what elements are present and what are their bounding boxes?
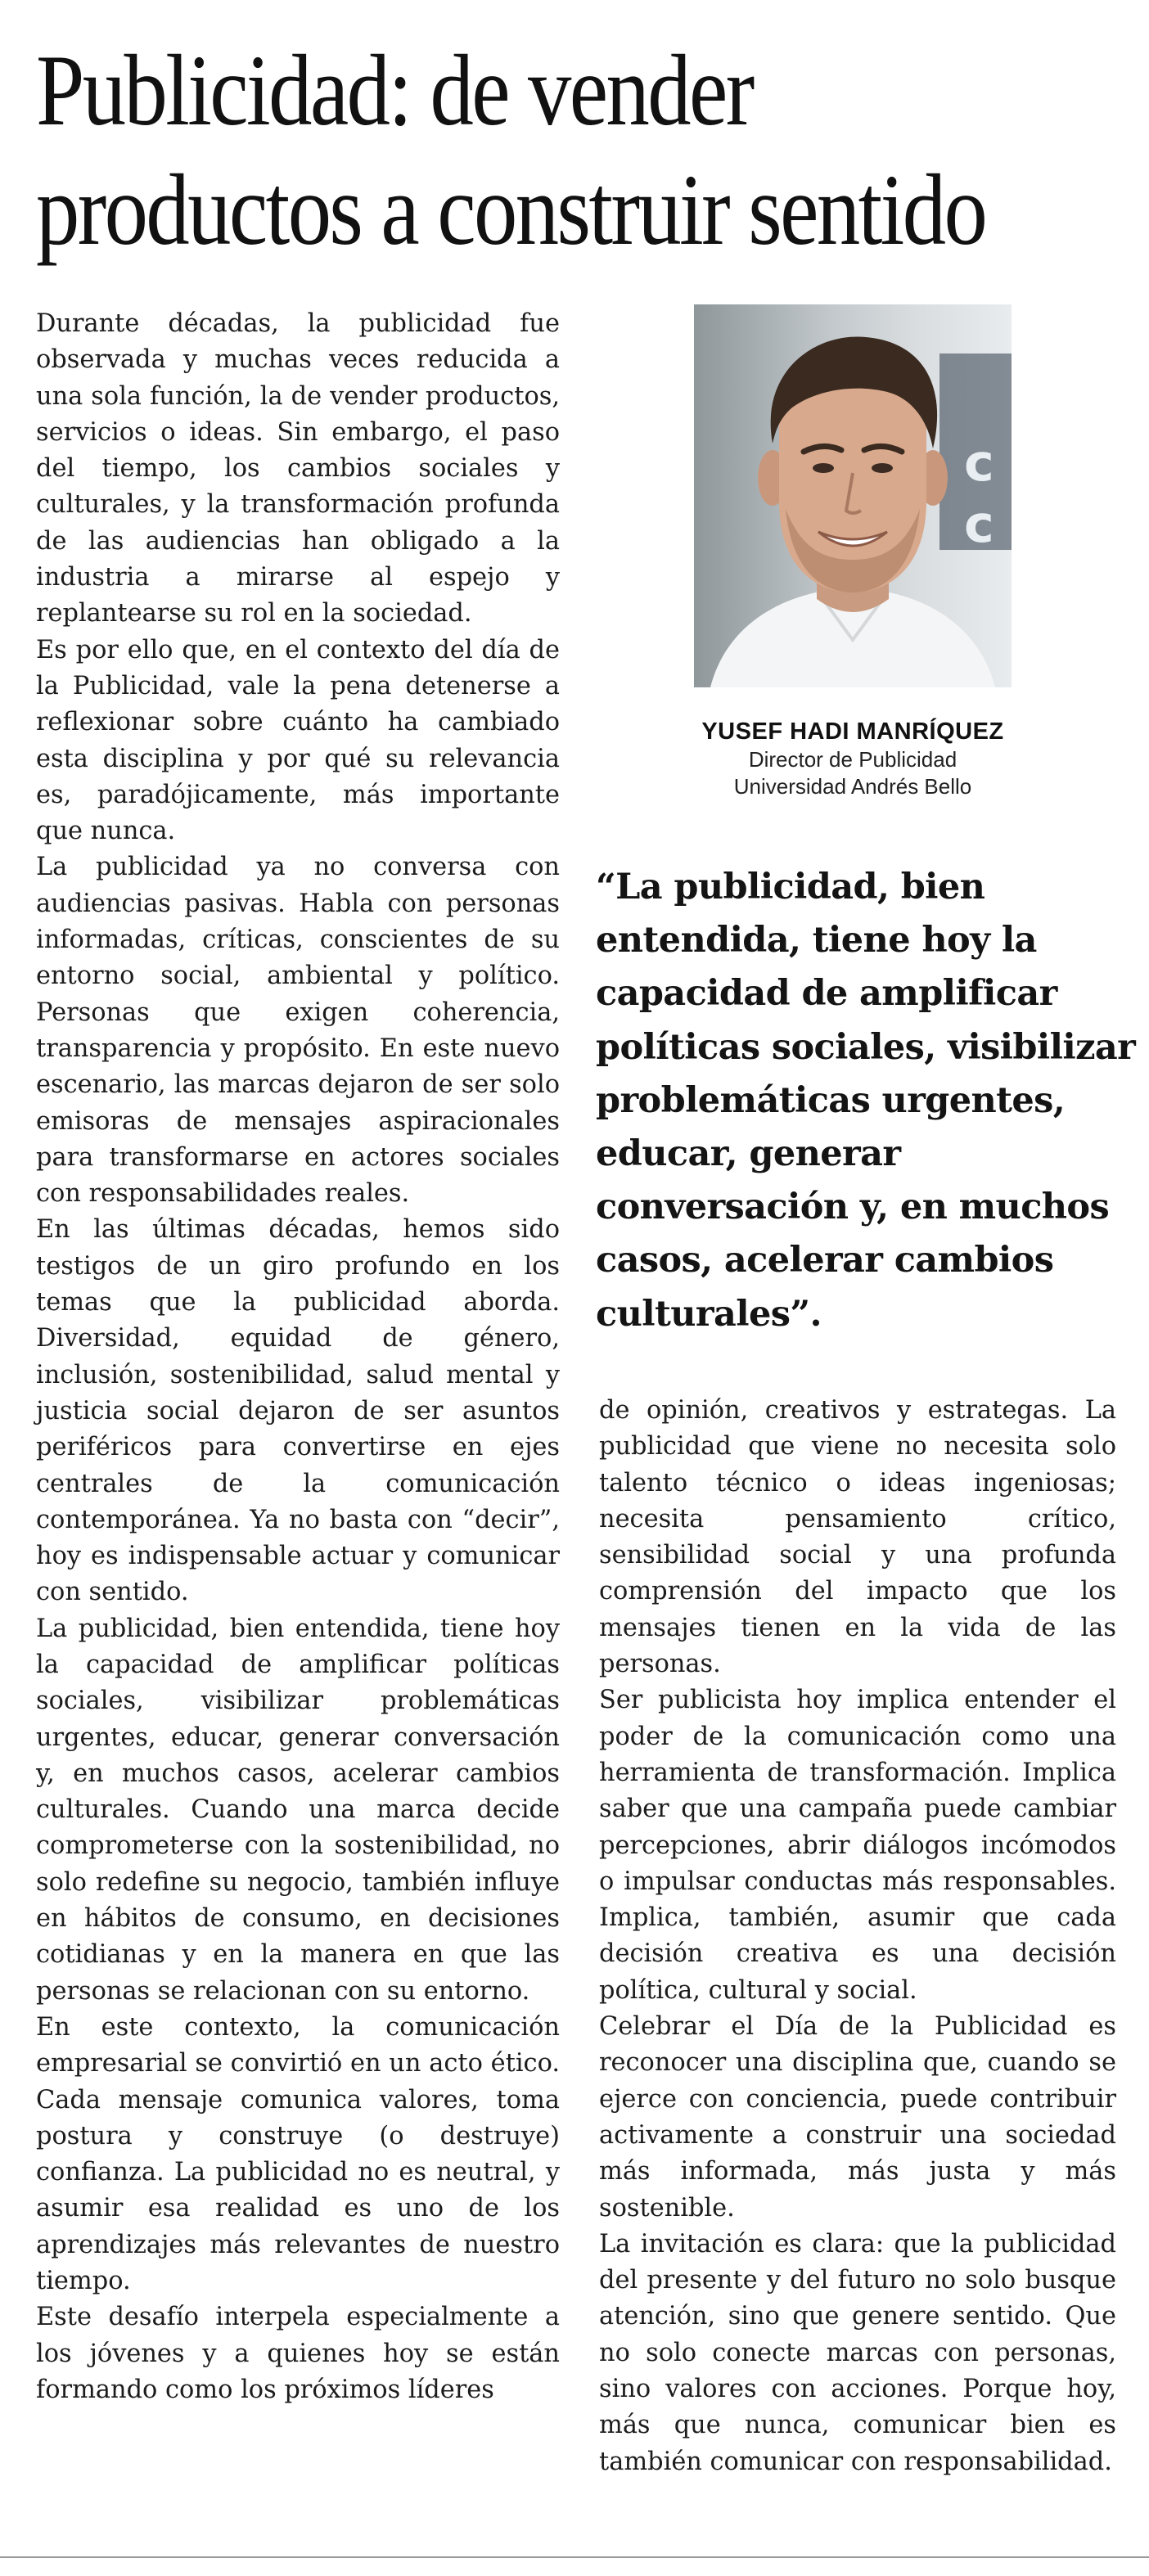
pull-quote-line: educar, generar [596, 1133, 901, 1175]
author-caption [671, 717, 1034, 800]
paragraph: En este contexto, la comunicación empresarial se convirtió en un acto ético. Cada mensaje comunica valores, toma postura y construye (o destruye) confianza. La publicidad no es neutral, y asumir esa realidad es uno de los aprendizajes más relevantes de nuestro tiempo. [36, 2012, 560, 2296]
paragraph: Este desafío interpela especialmente a los jóvenes y a quienes hoy se están formando como los próximos líderes [36, 2303, 560, 2404]
pull-quote-line: culturales”. [596, 1293, 822, 1335]
paragraph: Es por ello que, en el contexto del día de la Publicidad, vale la pena detenerse a reflexionar sobre cuánto ha cambiado esta disciplina y por qué su relevancia es, paradójicamente, más importante que nunca. [36, 635, 560, 846]
paragraph: La publicidad, bien entendida, tiene hoy la capacidad de amplificar políticas sociales, visibilizar problemáticas urgentes, educar, generar conversación y, en muchos casos, acelerar cambios culturales. Cuando una marca decide comprometerse con la sostenibilidad, no solo redefine su negocio, también influye en hábitos de consumo, en decisiones cotidianas y en la manera en que las personas se relacionan con su entorno. [36, 1614, 560, 2006]
author-institution: Universidad Andrés Bello [733, 774, 972, 799]
body-column-left [36, 306, 560, 2408]
author-portrait-illustration [694, 304, 1012, 687]
author-name: YUSEF HADI MANRÍQUEZ [701, 718, 1004, 745]
backdrop-letter: c [964, 494, 994, 554]
eye-left [813, 463, 834, 473]
backdrop-letter: c [964, 433, 994, 493]
paragraph: La publicidad ya no conversa con audiencias pasivas. Habla con personas informadas, críticas, conscientes de su entorno social, ambiental y político. Personas que exigen coherencia, transparencia y propósito. En este nuevo escenario, las marcas dejaron de ser solo emisoras de mensajes aspiracionales para transformarse en actores sociales con responsabilidades reales. [36, 853, 560, 1209]
headline [36, 31, 986, 270]
paragraph: La invitación es clara: que la publicidad del presente y del futuro no solo busque atención, sino que genere sentido. Que no solo conecte marcas con personas, sino valores con acciones. Porque hoy, más que nunca, comunicar bien es también comunicar con responsabilidad. [599, 2229, 1116, 2476]
pull-quote-line: “La publicidad, bien [596, 867, 985, 907]
paragraph: de opinión, creativos y estrategas. La publicidad que viene no necesita solo talento técnico o ideas ingeniosas; necesita pensamiento crítico, sensibilidad social y una profunda comprensión del impacto que los mensajes tienen en la vida de las personas. [599, 1396, 1116, 1679]
eye-right [872, 463, 893, 473]
pull-quote-line: políticas sociales, visibilizar [596, 1026, 1136, 1068]
pull-quote-line: casos, acelerar cambios [596, 1240, 1054, 1281]
author-role: Director de Publicidad [748, 747, 958, 772]
pull-quote [596, 861, 1136, 1341]
body-column-right [599, 1393, 1116, 2480]
pull-quote-line: entendida, tiene hoy la [596, 920, 1037, 961]
author-photo [694, 304, 1012, 687]
paragraph: Ser publicista hoy implica entender el poder de la comunicación como una herramienta de transformación. Implica saber que una campaña puede cambiar percepciones, abrir diálogos incómodos o impulsar conductas más responsables. Implica, también, asumir que cada decisión creativa es una decisión política, cultural y social. [599, 1686, 1116, 2005]
headline-line-2: productos a construir sentido [36, 154, 986, 266]
page-bottom-rule [0, 2556, 1149, 2558]
paragraph: Durante décadas, la publicidad fue observada y muchas veces reducida a una sola función, la de vender productos, servicios o ideas. Sin embargo, el paso del tiempo, los cambios sociales y culturales, y la transformación profunda de las audiencias han obligado a la industria a mirarse al espejo y replantearse su rol en la sociedad. [36, 309, 560, 628]
pull-quote-line: problemáticas urgentes, [596, 1079, 1066, 1121]
pull-quote-line: conversación y, en muchos [596, 1187, 1110, 1228]
headline-line-1: Publicidad: de vender [36, 34, 753, 146]
pull-quote-line: capacidad de amplificar [596, 973, 1057, 1015]
paragraph: En las últimas décadas, hemos sido testigos de un giro profundo en los temas que la publicidad aborda. Diversidad, equidad de género, inclusión, sostenibilidad, salud mental y justicia social dejaron de ser asuntos periféricos para convertirse en ejes centrales de la comunicación contemporánea. Ya no basta con “decir”, hoy es indispensable actuar y comunicar con sentido. [36, 1215, 560, 1607]
paragraph: Celebrar el Día de la Publicidad es reconocer una disciplina que, cuando se ejerce con conciencia, puede contribuir activamente a construir una sociedad más informada, más justa y más sostenible. [599, 2012, 1116, 2222]
